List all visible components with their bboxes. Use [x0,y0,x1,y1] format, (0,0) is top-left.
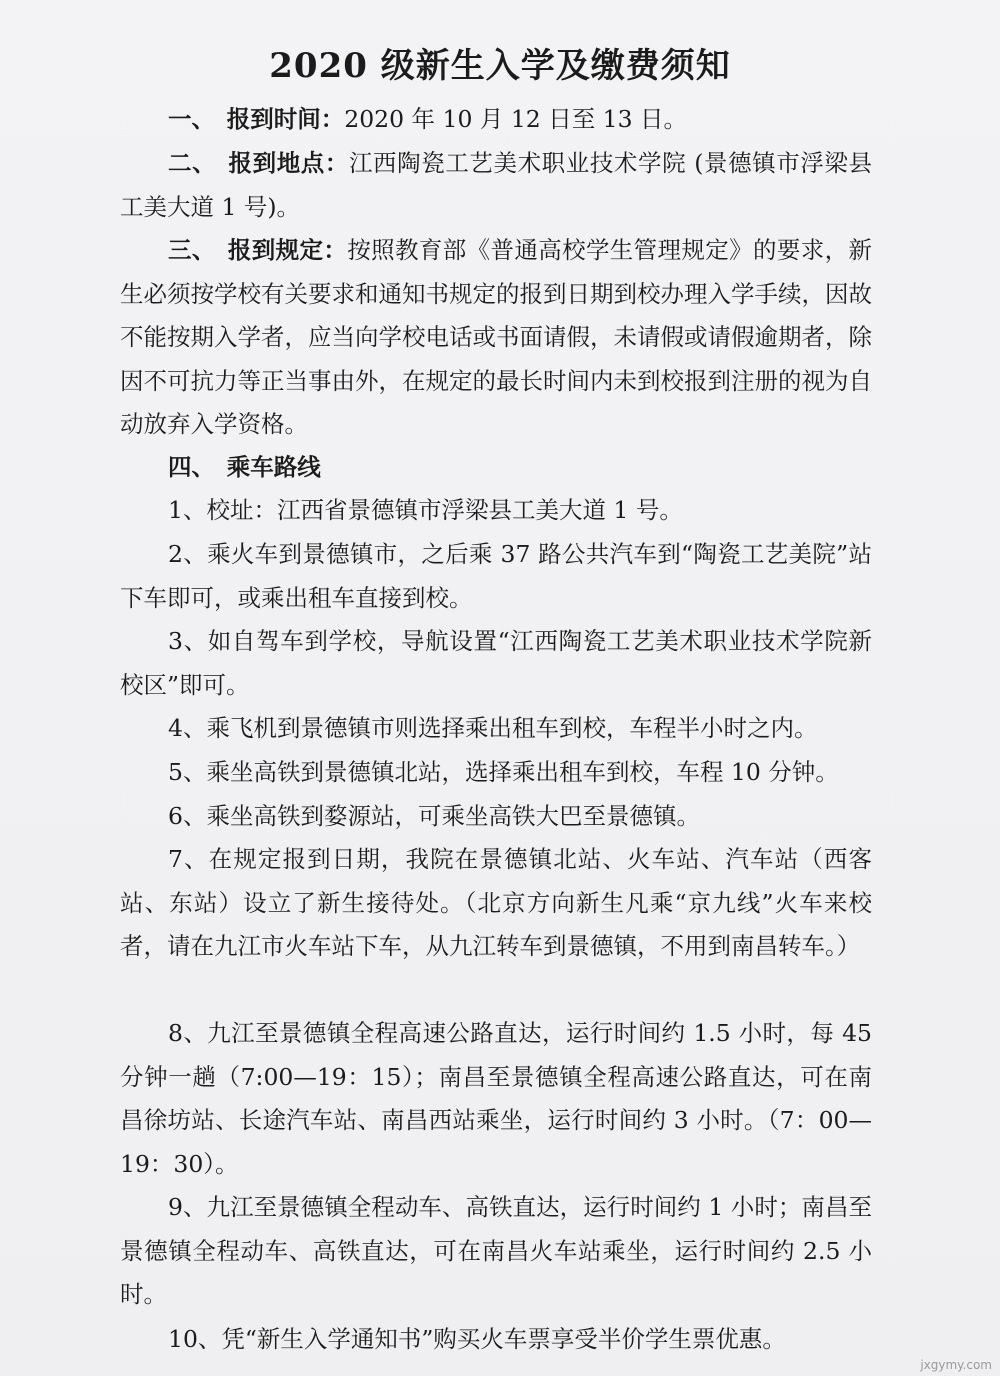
section-number: 一、 [168,105,204,133]
route-item: 1、校址：江西省景德镇市浮梁县工美大道 1 号。 [168,496,683,524]
section-text: 按照教育部《普通高校学生管理规定》的要求，新生必须按学校有关要求和通知书规定的报到日期到校办理入学手续，因故不能按期入学者，应当向学校电话或书面请假，未请假或请假逾期者，除因不可抗力等正当事由外，在规定的最长时间内未到校报到注册的视为自动放弃入学资格。 [120,236,873,438]
section-report-rules [120,229,872,447]
section-bus-routes [120,446,872,490]
section-text: 2020 年 10 月 12 日至 13 日。 [344,105,688,133]
section-text: 江西陶瓷工艺美术职业技术学院 (景德镇市浮梁县工美大道 1 号)。 [120,149,873,221]
section-number: 四、 [168,453,204,481]
section-label: 乘车路线 [226,453,321,481]
route-item: 2、乘火车到景德镇市，之后乘 37 路公共汽车到“陶瓷工艺美院”站下车即可，或乘出租车直接到校。 [120,540,872,612]
section-label: 报到地点： [228,149,349,177]
page-title: 2020 级新生入学及缴费须知 [269,46,731,86]
watermark: jxgymy.com [920,1358,992,1372]
route-item: 7、在规定报到日期，我院在景德镇北站、火车站、汽车站（西客站、东站）设立了新生接待处。（北京方向新生凡乘“京九线”火车来校者，请在九江市火车站下车，从九江转车到景德镇，不用到南昌转车。） [120,845,872,960]
section-label: 报到规定： [227,236,348,264]
section-report-location [120,142,872,229]
route-item: 6、乘坐高铁到婺源站，可乘坐高铁大巴至景德镇。 [168,802,700,830]
route-item: 10、凭“新生入学通知书”购买火车票享受半价学生票优惠。 [168,1325,786,1353]
route-item: 9、九江至景德镇全程动车、高铁直达，运行时间约 1 小时；南昌至景德镇全程动车、高铁直达，可在南昌火车站乘坐，运行时间约 2.5 小时。 [120,1193,872,1308]
section-label: 报到时间： [226,105,345,133]
section-report-time [120,98,872,142]
route-item: 3、如自驾车到学校，导航设置“江西陶瓷工艺美术职业技术学院新校区”即可。 [120,627,872,699]
route-item: 4、乘飞机到景德镇市则选择乘出租车到校，车程半小时之内。 [168,714,818,742]
section-number: 三、 [168,236,204,264]
section-number: 二、 [168,149,205,177]
route-item: 8、九江至景德镇全程高速公路直达，运行时间约 1.5 小时，每 45 分钟一趟（7:00—19：15）；南昌至景德镇全程高速公路直达，可在南昌徐坊站、长途汽车站、南昌西站乘坐，运行时间约 3 小时。（7：00—19：30）。 [120,1019,872,1178]
route-item: 5、乘坐高铁到景德镇北站，选择乘出租车到校，车程 10 分钟。 [168,758,839,786]
